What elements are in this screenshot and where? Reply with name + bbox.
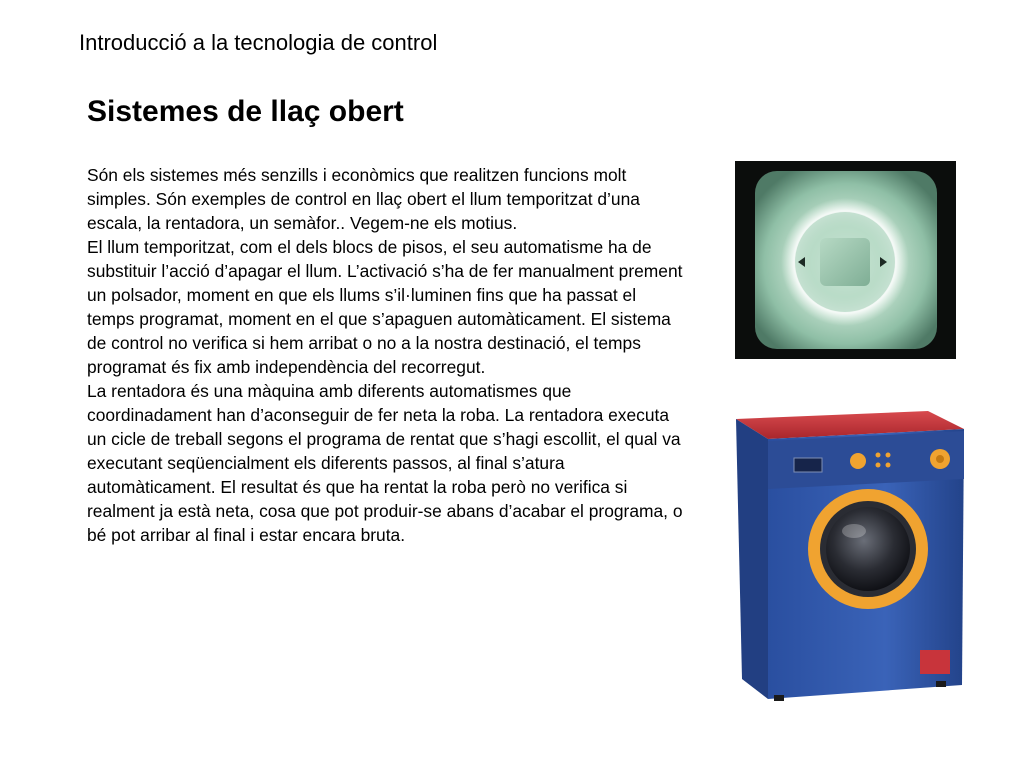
washing-machine-image (728, 407, 968, 707)
light-switch-icon (735, 161, 956, 359)
slide-header: Introducció a la tecnologia de control (79, 30, 438, 55)
slide-title: Sistemes de llaç obert (87, 95, 404, 128)
paragraph-washing-machine: La rentadora és una màquina amb diferents automatismes que coordinadament han d’aconseguir de fer neta la roba. La rentadora executa un cicle de treball segons el programa de rentat que s’hagi escollit, el qual va executant seqüencialment els diferents passos, al final s’atura automàticament. El resultat és que ha rentat la roba però no verifica si realment ja està neta, cosa que pot produir-se abans d’acabar el programa, o bé pot arribar al final i estar encara bruta. (87, 381, 683, 545)
body-text (87, 163, 687, 547)
washing-machine-icon (728, 407, 968, 707)
paragraph-intro: Són els sistemes més senzills i econòmics que realitzen funcions molt simples. Són exemples de control en llaç obert el llum temporitzat d’una escala, la rentadora, un semàfor.. Vegem-ne els motius. (87, 165, 640, 233)
light-switch-image (735, 161, 956, 359)
paragraph-timed-light: El llum temporitzat, com el dels blocs de pisos, el seu automatisme ha de substituir l’acció d’apagar el llum. L’activació s’ha de fer manualment prement un polsador, moment en que els llums s’il·luminen fins que ha passat el temps programat, moment en el que s’apaguen automàticament. El sistema de control no verifica si hem arribat o no a la nostra destinació, el temps programat és fix amb independència del recorregut. (87, 237, 683, 377)
